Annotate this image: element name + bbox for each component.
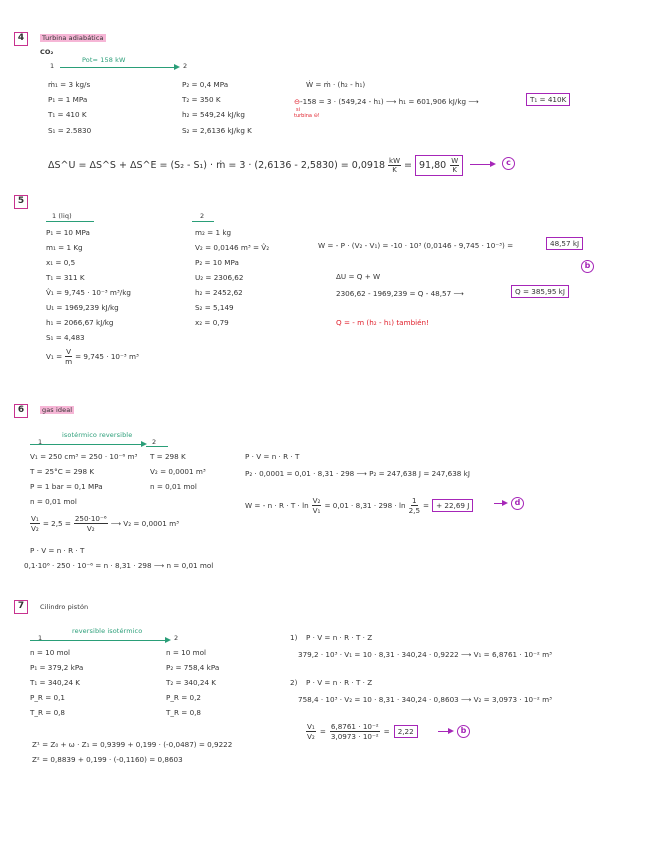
temperature-1: T₁ = 340,24 K: [30, 678, 81, 687]
mass-2: m₂ = 1 kg: [195, 228, 232, 237]
quality-2: x₂ = 0,79: [195, 318, 229, 327]
volume-1: V₁ = 250 cm³ = 250 · 10⁻⁶ m³: [30, 452, 138, 461]
state-1-label: 1: [38, 634, 43, 642]
pressure-2-calc: P₂ · 0,0001 = 0,01 · 8,31 · 298 ⟶ P₂ = 247,638 J = 247,638 kJ: [245, 469, 470, 478]
state-2-label: 2: [174, 634, 179, 642]
temperature-1: T₁ = 311 K: [46, 273, 85, 282]
enthalpy-2: h₂ = 549,24 kJ/kg: [182, 110, 245, 119]
eq-2: P · V = n · R · T · Z: [306, 678, 373, 687]
answer-arrow: [470, 164, 492, 165]
work-result-box: + 22,69 J: [432, 499, 473, 512]
process-arrow: [30, 640, 166, 641]
volume-1: V₁ = $\frac{V}{m}$ = 9,745 · 10⁻³ m³: [46, 347, 139, 366]
moles-2: n = 10 mol: [166, 648, 206, 657]
state-1-label: 1 (liq): [52, 212, 72, 220]
state-2-label: 2: [183, 62, 188, 70]
heat-result-box: Q = 385,95 kJ: [511, 285, 569, 298]
pressure-2: P₂ = 10 MPa: [195, 258, 239, 267]
answer-circle: c: [502, 157, 515, 170]
pressure-1: P₁ = 379,2 kPa: [30, 663, 84, 672]
section-title: gas ideal: [42, 406, 73, 414]
pressure-1: P₁ = 1 MPa: [48, 95, 88, 104]
energy-balance: ΔU = Q + W: [336, 272, 381, 281]
red-note: si: [296, 107, 300, 113]
entropy-2: S₂ = 2,6136 kJ/kg K: [182, 126, 252, 135]
answer-circle: b: [581, 260, 594, 273]
pressure-2: P₂ = 0,4 MPa: [182, 80, 229, 89]
entropy-2: S₂ = 5,149: [195, 303, 234, 312]
pressure-1: P = 1 bar = 0,1 MPa: [30, 482, 103, 491]
process-arrow-label: reversible isotérmico: [72, 627, 143, 635]
t1-result-box: T₁ = 410K: [526, 93, 570, 106]
arrow-head-icon: [490, 161, 496, 167]
arrow-head-icon: [165, 637, 171, 643]
state-2-label: 2: [200, 212, 205, 220]
ideal-gas-eq: P · V = n · R · T: [30, 546, 85, 555]
ratio-result-box: 2,22: [394, 725, 418, 738]
temperature-1: T = 25°C = 298 K: [30, 467, 95, 476]
problem-number-7: 7: [14, 600, 28, 614]
mass-1: m₁ = 1 Kg: [46, 243, 83, 252]
work-equation: Ẇ = ṁ · (h₂ - h₁): [306, 80, 366, 89]
state-1-label: 1: [38, 438, 43, 446]
section-title: Cilindro pistón: [40, 603, 89, 611]
entropy-1: S₁ = 2.5830: [48, 126, 92, 135]
enthalpy-calc: ⊖-158 = 3 · (549,24 - h₁) ⟶ h₁ = 601,906 kJ/kg ⟶: [294, 97, 479, 106]
process-arrow: [60, 67, 175, 68]
reduced-temperature-2: T_R = 0,8: [166, 708, 202, 717]
temperature-1: T₁ = 410 K: [48, 110, 87, 119]
entropy-result-box: 91,80 $\frac{W}{K}$: [415, 155, 463, 176]
state-2-underline: [146, 446, 168, 447]
volume-2: V₂ = 0,0001 m³: [150, 467, 206, 476]
temperature-2: T = 298 K: [150, 452, 186, 461]
work-equation: W = - P · (V₂ - V₁) = -10 · 10³ (0,0146 - 9,745 · 10⁻³) =: [318, 241, 514, 250]
arrow-head-icon: [174, 64, 180, 70]
volume-ratio: $\frac{\text{V₁}}{\text{V₂}}$ = $\frac{\text{6,8761 · 10⁻²}}{\text{3,0973 · 10⁻²}}$ = 2,22: [306, 722, 418, 741]
entropy-1: S₁ = 4,483: [46, 333, 85, 342]
state-2-label: 2: [152, 438, 157, 446]
section-title: Turbina adiabática: [42, 34, 104, 42]
energy-balance-calc: 2306,62 - 1969,239 = Q - 48,57 ⟶: [336, 289, 464, 298]
problem-number-6: 6: [14, 404, 28, 418]
moles-2: n = 0,01 mol: [150, 482, 197, 491]
red-note-turbine: turbina ⊖!: [294, 113, 320, 119]
reduced-pressure-1: P_R = 0,1: [30, 693, 65, 702]
arrow-head-icon: [502, 500, 508, 506]
answer-circle: b: [457, 725, 470, 738]
compressibility-2: Z² = 0,8839 + 0,199 · (-0,1160) = 0,8603: [32, 755, 183, 764]
eq-1: P · V = n · R · T · Z: [306, 633, 373, 642]
eq-1-label: 1): [290, 633, 298, 642]
quality-1: x₁ = 0,5: [46, 258, 76, 267]
pressure-2: P₂ = 758,4 kPa: [166, 663, 220, 672]
work-equation: W = - n · R · T · ln $\frac{\text{V₂}}{\text{V₁}}$ = 0,01 · 8,31 · 298 · ln $\frac{1}{2,5}$ = + 22,69 J: [245, 496, 473, 515]
problem-number-5: 5: [14, 195, 28, 209]
process-arrow: [30, 444, 142, 445]
work-result-box: 48,57 kJ: [546, 237, 583, 250]
arrow-head-icon: [448, 728, 454, 734]
eq-1-calc: 379,2 · 10³ · V₁ = 10 · 8,31 · 340,24 · 0,9222 ⟶ V₁ = 6,8761 · 10⁻² m³: [298, 650, 552, 659]
state-1-underline: [46, 221, 94, 222]
volume-2: V₂ = 0,0146 m³ = V̂₂: [195, 243, 270, 252]
internal-energy-1: U₁ = 1969,239 kJ/kg: [46, 303, 119, 312]
specific-volume-1: V̂₁ = 9,745 · 10⁻³ m³/kg: [46, 288, 131, 297]
gas-label: CO₂: [40, 48, 54, 56]
pressure-1: P₁ = 10 MPa: [46, 228, 90, 237]
compressibility-1: Z¹ = Z₀ + ω · Z₁ = 0,9399 + 0,199 · (-0,0487) = 0,9222: [32, 740, 233, 749]
reduced-pressure-2: P_R = 0,2: [166, 693, 201, 702]
problem-number-4: 4: [14, 32, 28, 46]
temperature-2: T₂ = 350 K: [182, 95, 221, 104]
ideal-gas-eq-2: P · V = n · R · T: [245, 452, 300, 461]
moles-1: n = 0,01 mol: [30, 497, 77, 506]
state-2-underline: [192, 221, 214, 222]
process-arrow-label: Pot= 158 kW: [82, 56, 126, 64]
reduced-temperature-1: T_R = 0,8: [30, 708, 66, 717]
internal-energy-2: U₂ = 2306,62: [195, 273, 244, 282]
volume-ratio: $\frac{\text{V₁}}{\text{V₂}}$ = 2,5 = $\frac{\text{250·10⁻⁶}}{\text{V₂}}$ ⟶ V₂ = 0,0001 m³: [31, 514, 179, 533]
temperature-2: T₂ = 340,24 K: [166, 678, 217, 687]
eq-2-calc: 758,4 · 10³ · V₂ = 10 · 8,31 · 340,24 · 0,8603 ⟶ V₂ = 3,0973 · 10⁻² m³: [298, 695, 552, 704]
enthalpy-2: h₂ = 2452,62: [195, 288, 243, 297]
moles-calc: 0,1·10⁶ · 250 · 10⁻⁶ = n · 8,31 · 298 ⟶ n = 0,01 mol: [24, 561, 214, 570]
process-arrow-label: isotérmico reversible: [62, 431, 133, 439]
moles-1: n = 10 mol: [30, 648, 70, 657]
mass-flow: ṁ₁ = 3 kg/s: [48, 80, 91, 89]
entropy-equation: ΔS^U = ΔS^S + ΔS^E = (S₂ - S₁) · ṁ = 3 · (2,6136 - 2,5830) = 0,0918 $\frac{kW}{K}$ = 91,80 $\frac{W}{K}$: [48, 155, 463, 176]
enthalpy-1: h₁ = 2066,67 kJ/kg: [46, 318, 114, 327]
eq-2-label: 2): [290, 678, 298, 687]
answer-circle: d: [511, 497, 524, 510]
state-1-label: 1: [50, 62, 55, 70]
heat-alt-note: Q = - m (h₂ - h₁) también!: [336, 318, 429, 327]
